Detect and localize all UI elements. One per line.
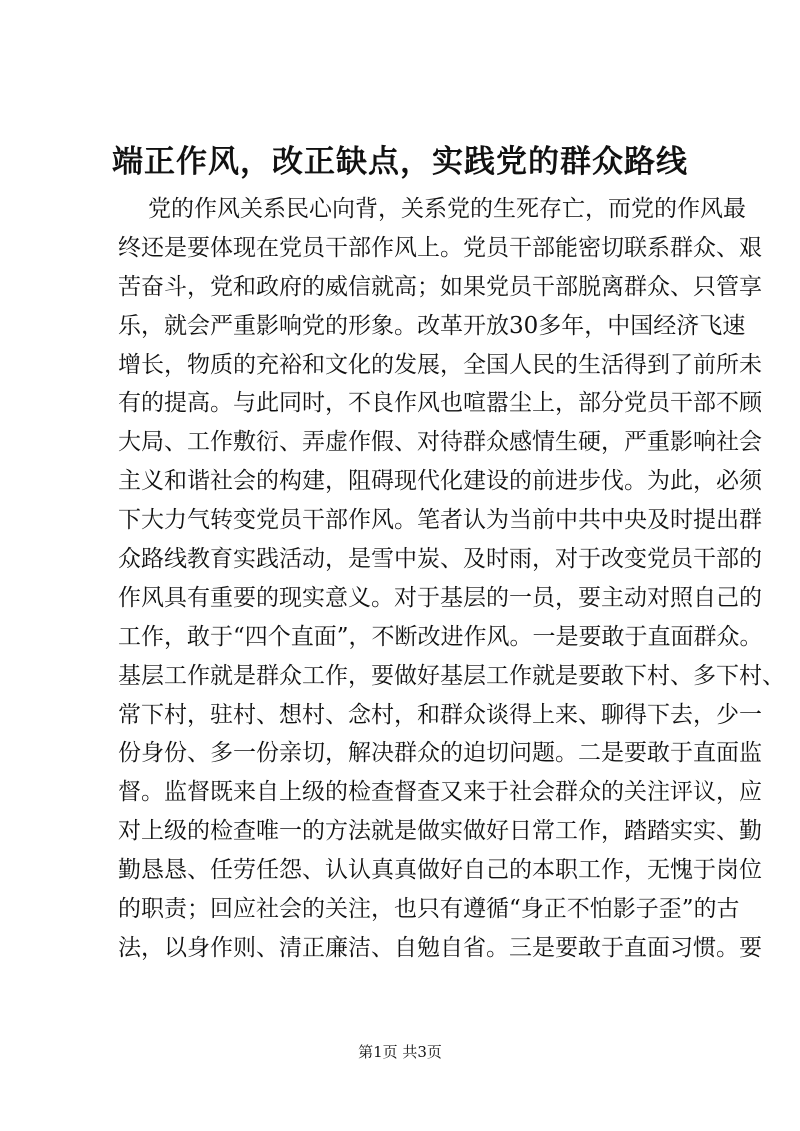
paragraph-line: 对上级的检查唯一的方法就是做实做好日常工作，踏踏实实、勤 <box>118 818 762 845</box>
page-title: 端正作风，改正缺点，实践党的群众路线 <box>112 144 688 180</box>
paragraph-line: 众路线教育实践活动，是雪中炭、及时雨，对于改变党员干部的 <box>118 546 762 573</box>
paragraph-line: 大局、工作敷衍、弄虚作假、对待群众感情生硬，严重影响社会 <box>118 429 762 456</box>
paragraph-line: 督。监督既来自上级的检查督查又来于社会群众的关注评议，应 <box>118 779 762 806</box>
paragraph-line: 常下村，驻村、想村、念村，和群众谈得上来、聊得下去，少一 <box>118 701 762 728</box>
page-number-footer: 第1页 共3页 <box>358 1043 442 1061</box>
paragraph-line: 下大力气转变党员干部作风。笔者认为当前中共中央及时提出群 <box>118 507 762 534</box>
paragraph-line: 基层工作就是群众工作，要做好基层工作就是要敢下村、多下村、 <box>118 662 785 689</box>
paragraph-line: 乐，就会严重影响党的形象。改革开放30多年，中国经济飞速 <box>118 312 746 339</box>
paragraph-line: 勤恳恳、任劳任怨、认认真真做好自己的本职工作，无愧于岗位 <box>118 857 762 884</box>
paragraph-line: 份身份、多一份亲切，解决群众的迫切问题。二是要敢于直面监 <box>118 740 762 767</box>
paragraph-line: 法，以身作则、清正廉洁、自勉自省。三是要敢于直面习惯。要 <box>118 934 762 961</box>
paragraph-line: 党的作风关系民心向背，关系党的生死存亡，而党的作风最 <box>148 196 746 222</box>
paragraph-line: 的职责；回应社会的关注，也只有遵循“身正不怕影子歪”的古 <box>118 896 740 923</box>
paragraph-line: 苦奋斗，党和政府的威信就高；如果党员干部脱离群众、只管享 <box>118 273 762 300</box>
paragraph-line: 作风具有重要的现实意义。对于基层的一员，要主动对照自己的 <box>118 584 762 611</box>
body-paragraph <box>118 190 785 968</box>
paragraph-line: 工作，敢于“四个直面”，不断改进作风。一是要敢于直面群众。 <box>118 623 763 650</box>
paragraph-line: 主义和谐社会的构建，阻碍现代化建设的前进步伐。为此，必须 <box>118 468 762 495</box>
paragraph-line: 增长，物质的充裕和文化的发展，全国人民的生活得到了前所未 <box>118 351 762 378</box>
paragraph-line: 终还是要体现在党员干部作风上。党员干部能密切联系群众、艰 <box>118 234 762 261</box>
paragraph-line: 有的提高。与此同时，不良作风也喧嚣尘上，部分党员干部不顾 <box>118 390 762 417</box>
